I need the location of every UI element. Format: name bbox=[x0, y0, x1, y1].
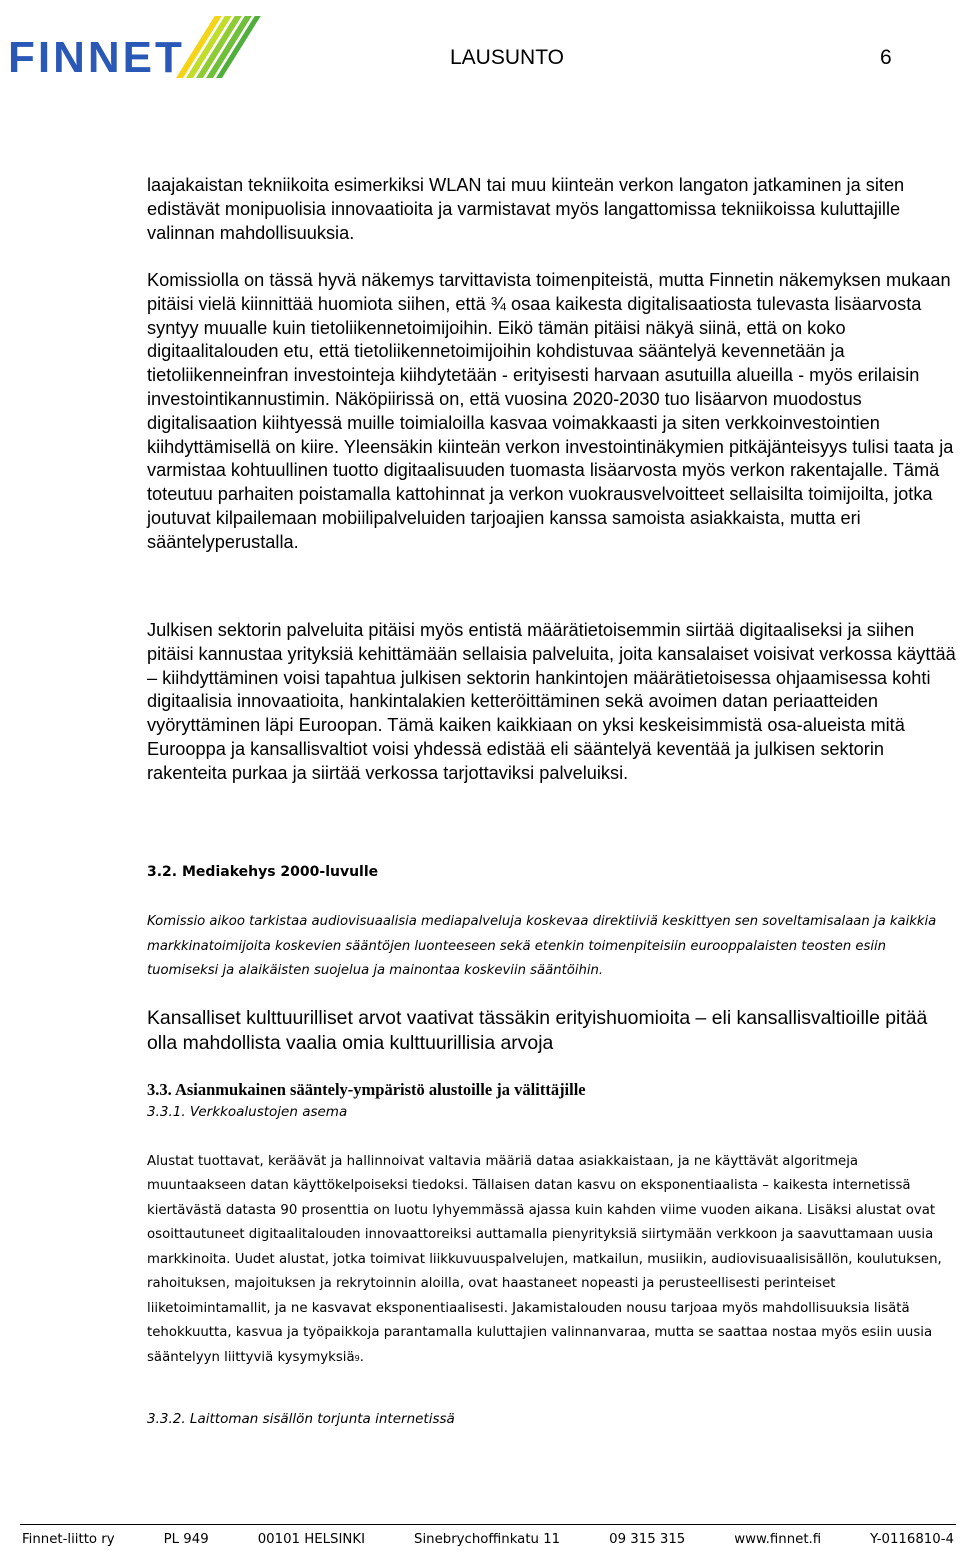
finnet-logo-graphic bbox=[4, 12, 266, 102]
paragraph-3-3-1 bbox=[147, 1150, 959, 1371]
footer-street: Sinebrychoffinkatu 11 bbox=[414, 1532, 561, 1547]
finnet-logo bbox=[4, 12, 266, 102]
footer-org: Finnet-liitto ry bbox=[22, 1532, 115, 1547]
section-heading-3-2: 3.2. Mediakehys 2000-luvulle bbox=[147, 864, 379, 880]
sub-heading-3-3-1: 3.3.1. Verkkoalustojen asema bbox=[147, 1104, 348, 1120]
footer-po-box: PL 949 bbox=[163, 1532, 209, 1547]
footer-divider bbox=[20, 1524, 956, 1525]
finnet-comment-3-2: Kansalliset kulttuurilliset arvot vaativat tässäkin erityishuomioita – eli kansallisvaltioille pitää olla mahdollista vaalia omia kulttuurillisia arvoja bbox=[147, 1007, 928, 1054]
footer bbox=[22, 1532, 954, 1547]
footer-phone: 09 315 315 bbox=[609, 1532, 686, 1547]
footer-postal: 00101 HELSINKI bbox=[257, 1532, 366, 1547]
footer-web-link[interactable]: www.finnet.fi bbox=[734, 1532, 822, 1547]
paragraph-3-3-1-text: Alustat tuottavat, keräävät ja hallinnoivat valtavia määriä dataa asiakkaistaan, ja ne käyttävät algoritmeja muuntaakseen datan käyttökelpoiseksi tiedoksi. Tällaisen datan kasvu on eksponentiaalista – kaikesta internetissä kiertävästä datasta 90 prosenttia on luotu lyhyemmässä ajassa kuin kahden viime vuoden aikana. Lisäksi alustat ovat osoittautuneet digitaalitalouden innovaattoreiksi auttamalla pienyrityksiä siirtymään verkkoon ja saavuttamaan uusia markkinoita. Uudet alustat, jotka toimivat liikkuvuuspalvelujen, matkailun, musiikin, audiovisuaalisisällön, koulutuksen, rahoituksen, majoituksen ja rekrytoinnin aloilla, ovat haastaneet nopeasti ja perusteellisesti perinteiset liiketoimintamallit, ja ne kasvavat eksponentiaalisesti. Jakamistalouden nousu tarjoaa myös mahdollisuuksia lisätä tehokkuutta, kasvua ja työpaikkoja parantamalla kuluttajien valinnanvaraa, mutta se saattaa nostaa myös esiin uusia sääntelyyn liittyviä kysymyksiä bbox=[147, 1154, 942, 1365]
paragraph-3: Julkisen sektorin palveluita pitäisi myös entistä määrätietoisemmin siirtää digitaaliseksi ja siihen pitäisi kannustaa yrityksiä kehittämään sellaisia palveluita, joita kansalaiset voisivat verkossa käyttää – kiihdyttäminen voisi tapahtua julkisen sektorin hankintojen määrätietoisessa ohjaamisessa kohti digitaalisia innovaatioita, hankintalakien ketteröittäminen sekä avoimen datan periaatteiden vyöryttäminen läpi Euroopan. Tämä kaiken kaikkiaan on yksi keskeisimmistä osa-alueista mitä Eurooppa ja kansallisvaltiot voisi yhdessä edistää eli sääntelyä keventää ja julkisen sektorin rakenteita purkaa ja siirtää verkossa tarjottaviksi palveluiksi. bbox=[147, 620, 956, 783]
paragraph-1: laajakaistan tekniikoita esimerkiksi WLAN tai muu kiinteän verkon langaton jatkaminen ja siten edistävät monipuolisia innovaatioita ja varmistavat myös langattomissa tekniikoissa kuluttajille valinnan mahdollisuuksia. bbox=[147, 175, 905, 243]
commission-quote-3-2: Komissio aikoo tarkistaa audiovisuaalisia mediapalveluja koskevaa direktiiviä keskittyen sen soveltamisalaan ja kaikkia markkinatoimijoita koskevien sääntöjen luonteeseen sekä etenkin toimenpiteisiin eurooppalaisten teosten esiin tuomiseksi ja alaikäisten suojelua ja mainontaa koskeviin sääntöihin. bbox=[147, 914, 937, 978]
section-heading-3-3: 3.3. Asianmukainen sääntely-ympäristö alustoille ja välittäjille bbox=[147, 1080, 586, 1099]
paragraph-3-3-1-end: . bbox=[359, 1349, 364, 1365]
sub-heading-3-3-2: 3.3.2. Laittoman sisällön torjunta internetissä bbox=[147, 1411, 455, 1427]
paragraph-2: Komissiolla on tässä hyvä näkemys tarvittavista toimenpiteistä, mutta Finnetin näkemyksen mukaan pitäisi vielä kiinnittää huomiota siihen, että ¾ osaa kaikesta digitalisaatiosta tulevasta lisäarvosta syntyy muualle kuin tietoliikennetoimijoihin. Eikö tämän pitäisi näkyä siinä, että on koko digitaalitalouden etu, että tietoliikennetoimijoihin kohdistuvaa sääntelyä kevennetään ja tietoliikenneinfran investointeja kiihdytetään - erityisesti harvaan asutuilla alueilla - myös erilaisin investointikannustimin. Näköpiirissä on, että vuosina 2020-2030 tuo lisäarvon muodostus digitalisaation kiihtyessä muille toimialoilla kasvaa voimakkaasti ja siten verkkoinvestointien kiihdyttämisellä on kiire. Yleensäkin kiinteän verkon investointinäkymien pitkäjänteisyys tulisi taata ja varmistaa kohtuullinen tuotto digitaalisuuden tuomasta lisäarvosta myös verkon rakentajalle. Tämä toteutuu parhaiten poistamalla kattohinnat ja verkon vuokrausvelvoitteet sellaisilta toimijoilta, jotka joutuvat kilpailemaan mobiilipalveluiden tarjoajien kanssa samoista asiakkaista, mutta eri sääntelyperustalla. bbox=[147, 270, 954, 552]
logo-text: FINNET bbox=[8, 33, 185, 82]
document-title: LAUSUNTO bbox=[450, 46, 564, 69]
page-number: 6 bbox=[880, 46, 892, 69]
footnote-reference[interactable]: 9 bbox=[354, 1353, 360, 1363]
footer-business-id: Y-0116810-4 bbox=[870, 1532, 954, 1547]
